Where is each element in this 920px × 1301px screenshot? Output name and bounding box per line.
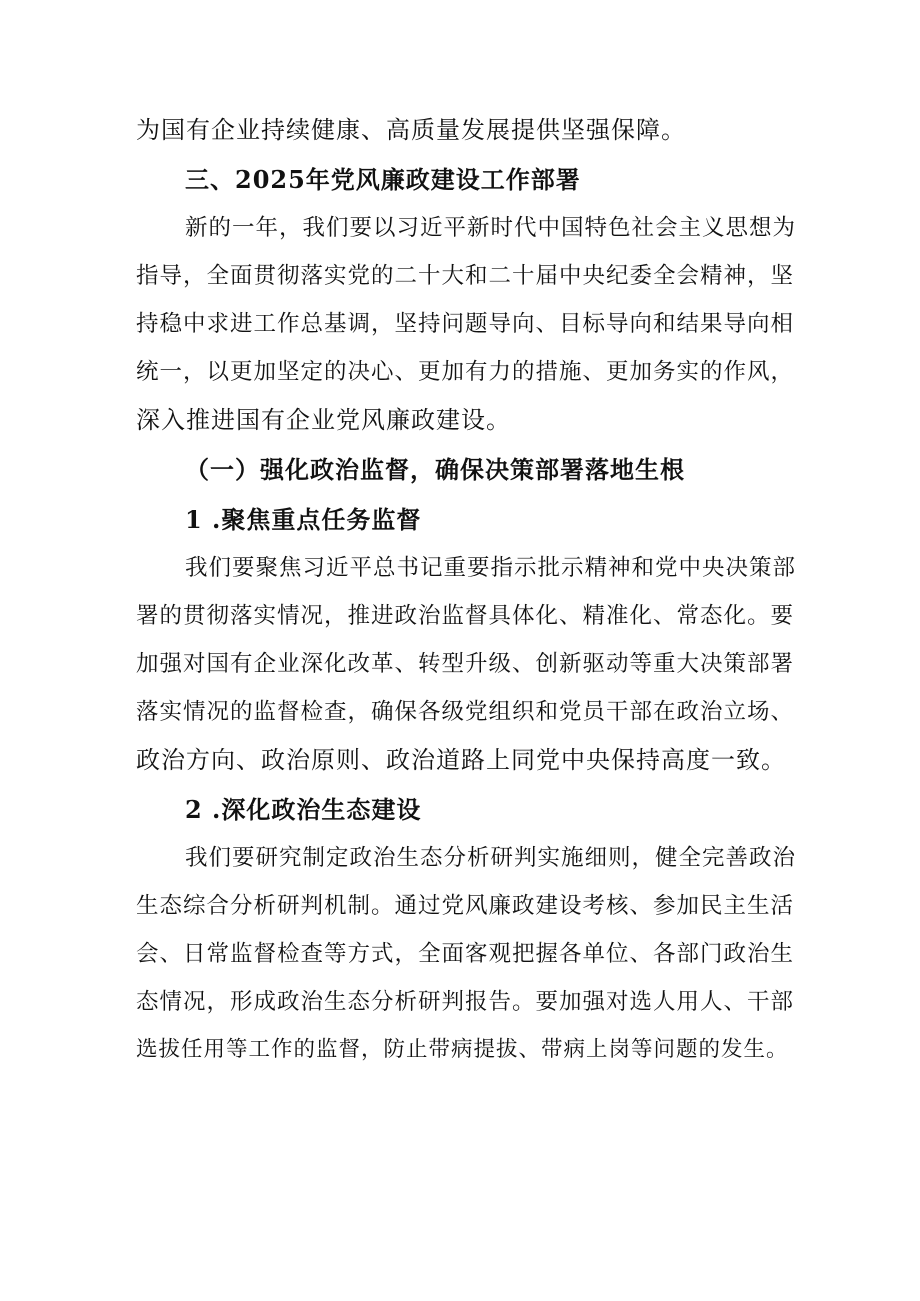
- paragraph-line: 新的一年，我们要以习近平新时代中国特色社会主义思想为: [185, 215, 797, 241]
- section-heading: 三、2025年党风廉政建设工作部署: [185, 165, 581, 194]
- paragraph-line: 落实情况的监督检查，确保各级党组织和党员干部在政治立场、: [136, 699, 795, 725]
- item-heading: 1 .聚焦重点任务监督: [185, 505, 422, 534]
- paragraph-line: 态情况，形成政治生态分析研判报告。要加强对选人用人、干部: [136, 989, 795, 1015]
- paragraph-line: 署的贯彻落实情况，推进政治监督具体化、精准化、常态化。要: [136, 603, 795, 629]
- paragraph-line: 为国有企业持续健康、高质量发展提供坚强保障。: [136, 116, 686, 144]
- paragraph-line: 深入推进国有企业党风廉政建设。: [136, 406, 511, 434]
- paragraph-line: 生态综合分析研判机制。通过党风廉政建设考核、参加民主生活: [136, 893, 795, 919]
- paragraph-line: 指导，全面贯彻落实党的二十大和二十届中央纪委全会精神，坚: [136, 263, 795, 289]
- paragraph-line: 持稳中求进工作总基调，坚持问题导向、目标导向和结果导向相: [136, 311, 795, 337]
- paragraph-line: 会、日常监督检查等方式，全面客观把握各单位、各部门政治生: [136, 941, 795, 967]
- item-heading: 2 .深化政治生态建设: [185, 795, 422, 824]
- subsection-heading: （一）强化政治监督，确保决策部署落地生根: [185, 455, 685, 484]
- paragraph-line: 统一，以更加坚定的决心、更加有力的措施、更加务实的作风，: [136, 359, 795, 385]
- paragraph-line: 选拔任用等工作的监督，防止带病提拔、带病上岗等问题的发生。: [136, 1037, 789, 1062]
- paragraph-line: 政治方向、政治原则、政治道路上同党中央保持高度一致。: [136, 746, 786, 774]
- paragraph-line: 我们要研究制定政治生态分析研判实施细则，健全完善政治: [185, 845, 797, 871]
- paragraph-line: 加强对国有企业深化改革、转型升级、创新驱动等重大决策部署: [136, 651, 795, 677]
- paragraph-line: 我们要聚焦习近平总书记重要指示批示精神和党中央决策部: [185, 555, 797, 581]
